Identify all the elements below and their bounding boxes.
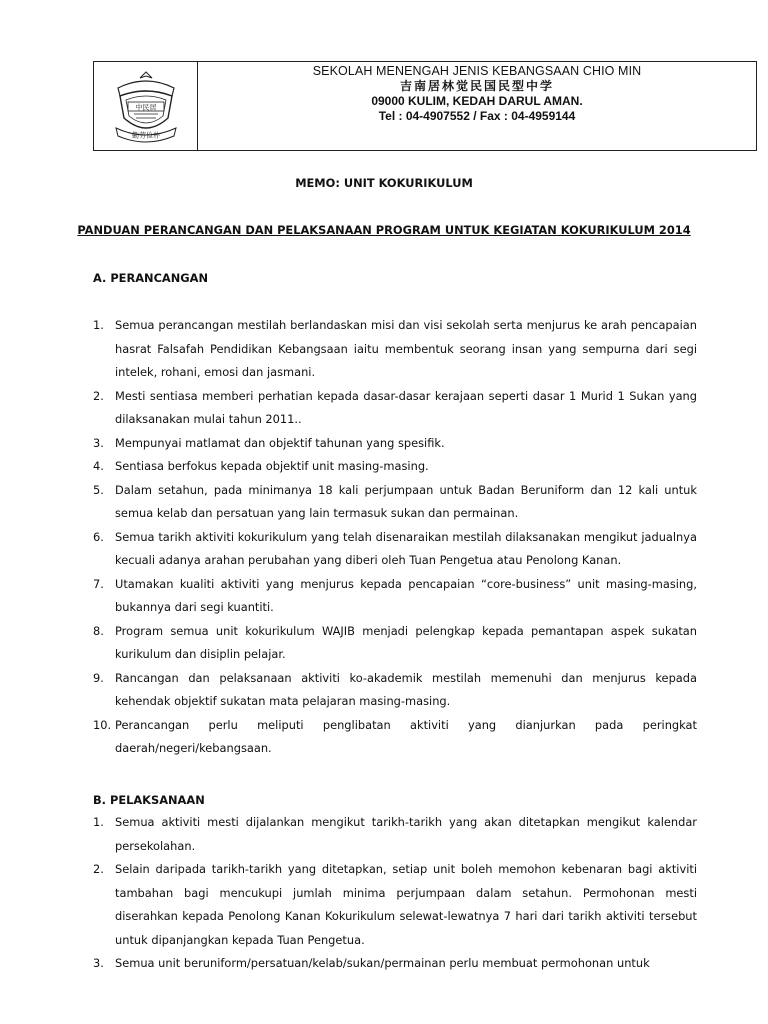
list-item <box>93 432 697 456</box>
school-name: SEKOLAH MENENGAH JENIS KEBANGSAAN CHIO MIN <box>312 64 642 78</box>
list-item-text: Perancangan perlu meliputi penglibatan aktiviti yang dianjurkan pada peringkat daerah/negeri/kebangsaan. <box>115 717 697 755</box>
list-item <box>93 573 697 620</box>
list-item-number: 9. <box>93 670 104 685</box>
list-item <box>93 858 697 952</box>
list-item-text: Sentiasa berfokus kepada objektif unit masing-masing. <box>115 459 429 473</box>
crest-cell <box>94 62 198 150</box>
list-item <box>93 455 697 479</box>
list-item <box>93 479 697 526</box>
list-item <box>93 314 697 385</box>
list-item-number: 1. <box>93 318 104 332</box>
list-item <box>93 811 697 858</box>
list-item-number: 3. <box>93 435 104 450</box>
crest-motto-text: 勤劳俭朴 <box>131 131 160 140</box>
section-b-heading: B. PELAKSANAAN <box>93 793 205 807</box>
list-item-text: Mempunyai matlamat dan objektif tahunan yang spesifik. <box>115 435 445 450</box>
list-item-number: 1. <box>93 815 104 829</box>
section-b-list <box>93 811 697 976</box>
list-item-number: 4. <box>93 459 104 473</box>
list-item-text: Semua aktiviti mesti dijalankan mengikut tarikh-tarikh yang akan ditetapkan mengikut kalendar persekolahan. <box>115 815 697 853</box>
section-a-heading: A. PERANCANGAN <box>93 271 208 285</box>
list-item <box>93 667 697 714</box>
memo-title: MEMO: UNIT KOKURIKULUM <box>295 176 473 190</box>
section-a-list <box>93 314 697 761</box>
list-item-number: 6. <box>93 529 104 544</box>
list-item-text: Semua unit beruniform/persatuan/kelab/sukan/permainan perlu membuat permohonan untuk <box>115 956 650 970</box>
list-item-number: 10. <box>93 717 112 732</box>
list-item <box>93 385 697 432</box>
list-item-text: Mesti sentiasa memberi perhatian kepada dasar-dasar kerajaan seperti dasar 1 Murid 1 Sukan yang dilaksanakan mulai tahun 2011.. <box>115 388 697 426</box>
school-address: 09000 KULIM, KEDAH DARUL AMAN. <box>371 94 583 108</box>
list-item-number: 2. <box>93 388 104 403</box>
list-item-text: Dalam setahun, pada minimanya 18 kali perjumpaan untuk Badan Beruniform dan 12 kali untuk semua kelab dan persatuan yang lain termasuk sukan dan permainan. <box>115 482 697 520</box>
school-chinese-name: 吉南居林觉民国民型中学 <box>399 79 554 93</box>
list-item-text: Rancangan dan pelaksanaan aktiviti ko-akademik mestilah memenuhi dan menjurus kepada kehendak objektif sukatan mata pelajaran masing-masing. <box>115 670 697 708</box>
list-item-number: 8. <box>93 623 104 638</box>
list-item-text: Semua tarikh aktiviti kokurikulum yang telah disenaraikan mestilah dilaksanakan mengikut jadualnya kecuali adanya arahan perubahan yang diberi oleh Tuan Pengetua atau Penolong Kanan. <box>115 529 697 567</box>
list-item-number: 5. <box>93 482 104 497</box>
list-item-number: 7. <box>93 576 104 591</box>
school-info <box>198 62 756 150</box>
list-item <box>93 526 697 573</box>
list-item-text: Semua perancangan mestilah berlandaskan misi dan visi sekolah serta menjurus ke arah pencapaian hasrat Falsafah Pendidikan Kebangsaan iaitu membentuk seorang insan yang sempurna dari segi intelek, rohani, emosi dan jasmani. <box>115 318 697 379</box>
list-item <box>93 952 697 976</box>
list-item-number: 3. <box>93 956 104 970</box>
letterhead <box>93 61 757 151</box>
list-item-text: Selain daripada tarikh-tarikh yang ditetapkan, setiap unit boleh memohon kebenaran bagi aktiviti tambahan bagi mencukupi jumlah minima perjumpaan dalam setahun. Permohonan mesti diserahkan kepada Penolong Kanan Kokurikulum selewat-lewatnya 7 hari dari tarikh aktiviti tersebut untuk dipanjangkan kepada Tuan Pengetua. <box>115 862 697 947</box>
list-item-text: Utamakan kualiti aktiviti yang menjurus kepada pencapaian “core-business” unit masing-masing, bukannya dari segi kuantiti. <box>115 576 697 614</box>
list-item-number: 2. <box>93 862 104 876</box>
list-item-text: Program semua unit kokurikulum WAJIB menjadi pelengkap kepada pemantapan aspek sukatan kurikulum dan disiplin pelajar. <box>115 623 697 661</box>
main-title: PANDUAN PERANCANGAN DAN PELAKSANAAN PROGRAM UNTUK KEGIATAN KOKURIKULUM 2014 <box>77 223 691 237</box>
school-contact: Tel : 04-4907552 / Fax : 04-4959144 <box>378 109 576 123</box>
crest-banner-text: 中民居 <box>135 103 156 112</box>
list-item <box>93 620 697 667</box>
list-item <box>93 714 697 761</box>
school-crest-icon <box>106 66 186 146</box>
